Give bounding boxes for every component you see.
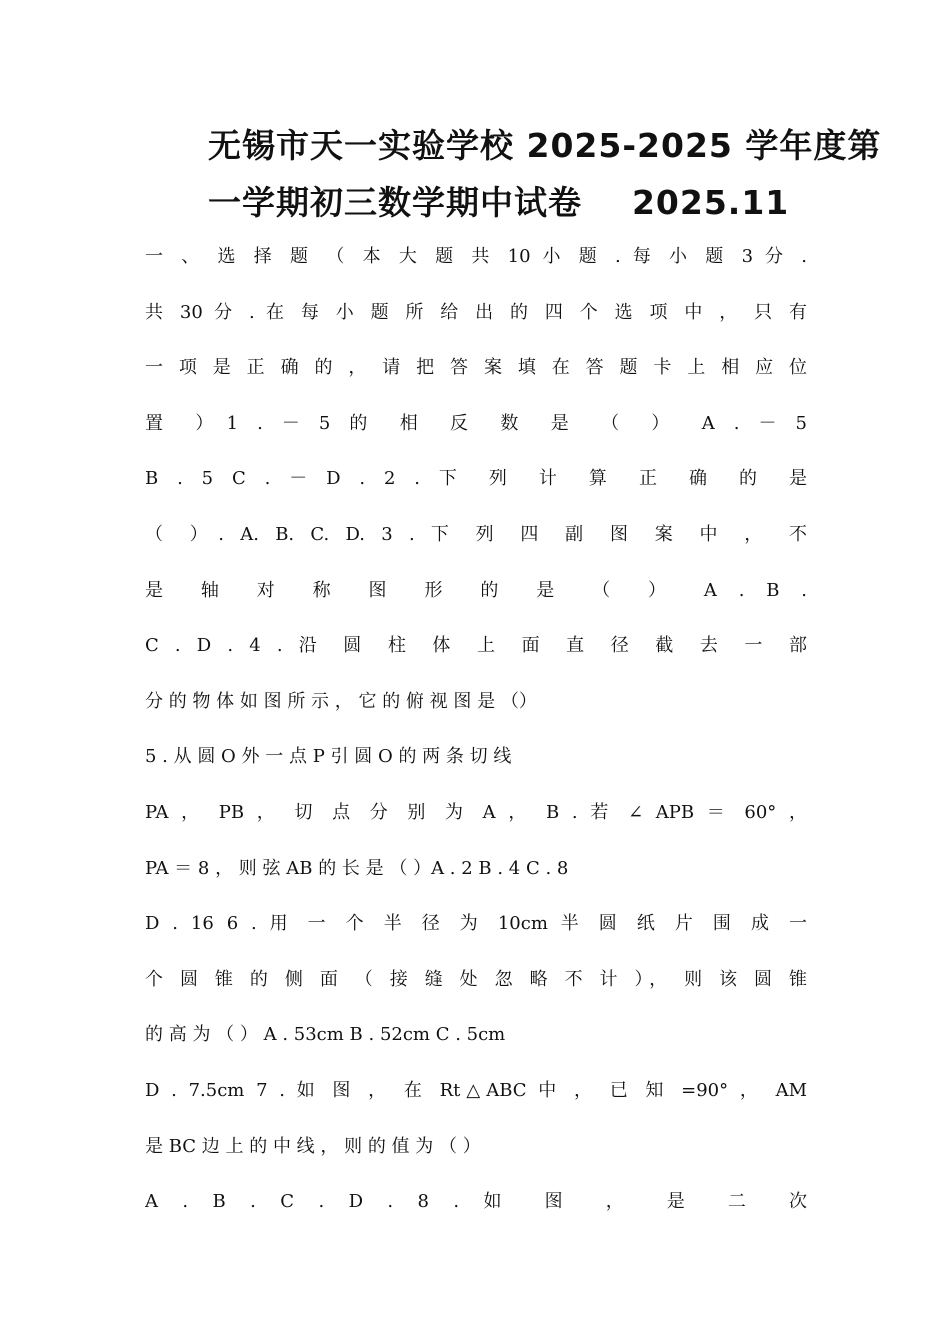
body-line: C . D . 4 . 沿 圆 柱 体 上 面 直 径 截 去 一 部: [145, 635, 807, 657]
body-line: 分 的 物 体 如 图 所 示 ， 它 的 俯 视 图 是 （）: [145, 690, 537, 712]
document-title-line-2: 一学期初三数学期中试卷 2025.11: [208, 183, 790, 222]
body-line: 是 轴 对 称 图 形 的 是 （ ） A . B .: [145, 579, 807, 601]
body-line: D . 7.5cm 7 . 如 图 ， 在 Rt△ABC 中 ， 已 知 =90° ， AM: [145, 1079, 807, 1101]
body-line: 共 30 分 . 在 每 小 题 所 给 出 的 四 个 选 项 中 ， 只 有: [145, 301, 807, 323]
document-title-line-1: 无锡市天一实验学校 2025-2025 学年度第: [208, 126, 882, 165]
body-line: 一 、 选 择 题 （ 本 大 题 共 10 小 题 . 每 小 题 3 分 .: [145, 246, 807, 267]
body-line: A . B . C . D . 8 . 如 图 ， 是 二 次: [145, 1191, 807, 1213]
body-line: D . 16 6 . 用 一 个 半 径 为 10cm 半 圆 纸 片 围 成 一: [145, 913, 807, 935]
body-line: 的 高 为 （ ） A . 53cm B . 52cm C . 5cm: [145, 1024, 506, 1046]
body-line: 一 项 是 正 确 的 ， 请 把 答 案 填 在 答 题 卡 上 相 应 位: [145, 357, 807, 379]
body-line: （ ）. A. B. C. D. 3 . 下 列 四 副 图 案 中 ， 不: [145, 523, 807, 545]
body-line: 是 BC 边 上 的 中 线 ， 则 的 值 为 （ ）: [145, 1135, 481, 1157]
body-line: 个 圆 锥 的 侧 面 （ 接 缝 处 忽 略 不 计 ）， 则 该 圆 锥: [145, 968, 807, 990]
body-line: B . 5 C . － D . 2 . 下 列 计 算 正 确 的 是: [145, 468, 807, 490]
body-line: 置 ）1 . － 5 的 相 反 数 是 （ ） A . － 5: [145, 412, 807, 434]
body-line: PA ， PB ， 切 点 分 别 为 A ， B . 若 ∠ APB ＝ 60° ，: [145, 801, 807, 823]
body-line: PA ＝ 8 ， 则 弦 AB 的 长 是 （ ）A . 2 B . 4 C . 8: [145, 857, 569, 879]
body-line: 5 . 从 圆 O 外 一 点 P 引 圆 O 的 两 条 切 线: [145, 746, 512, 768]
document-body: [145, 242, 807, 1243]
